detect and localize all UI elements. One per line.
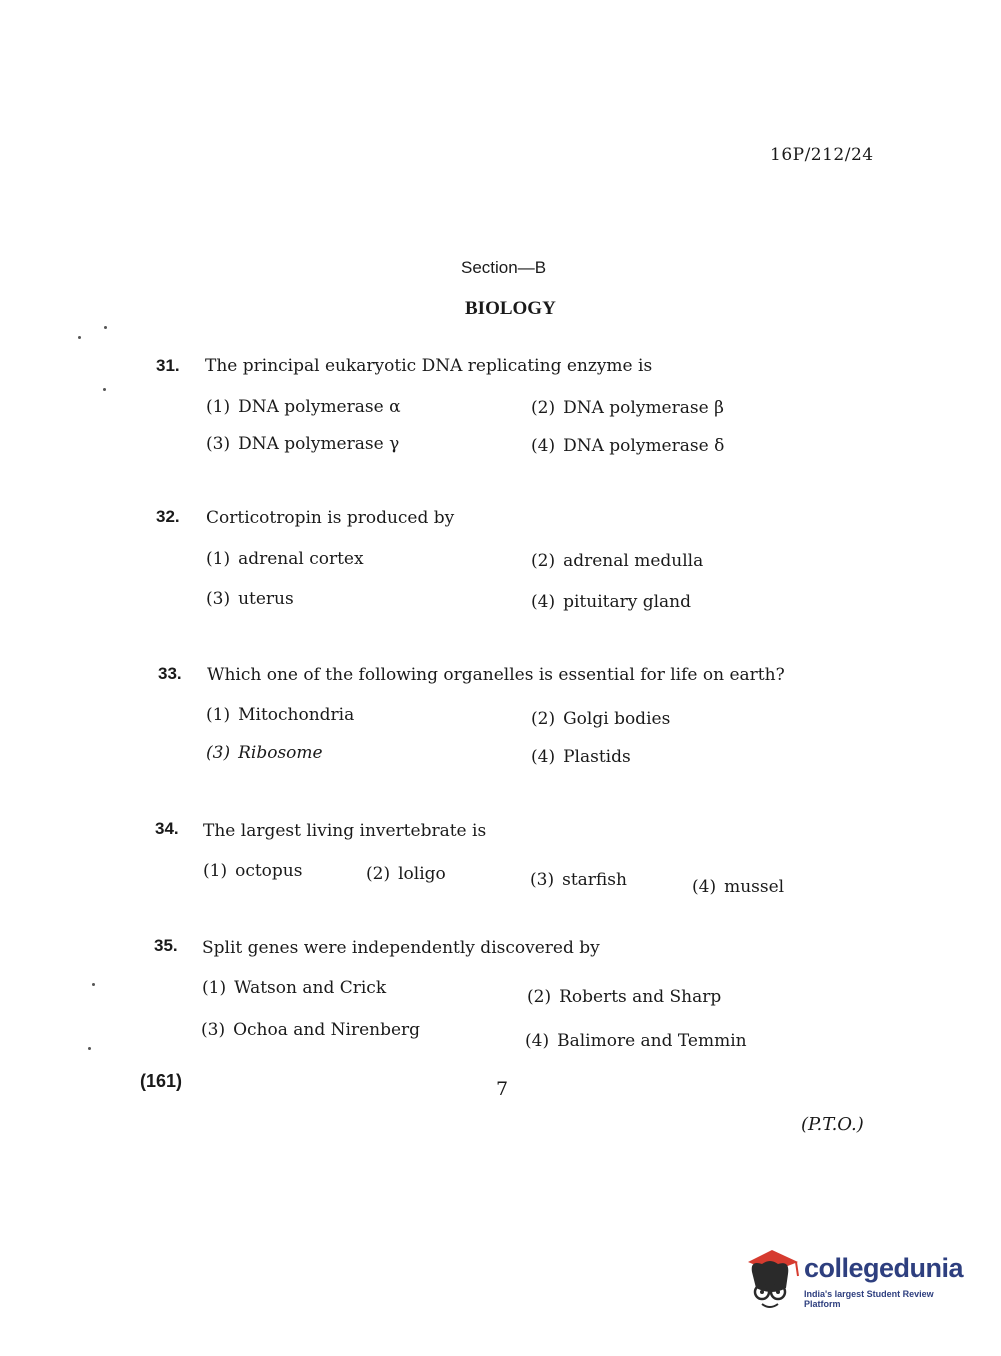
option-1: (1) octopus bbox=[203, 861, 303, 881]
option-3: (3) DNA polymerase γ bbox=[206, 434, 400, 454]
option-3: (3) uterus bbox=[206, 589, 294, 609]
option-3: (3) starfish bbox=[530, 870, 627, 890]
question-number: 32. bbox=[156, 507, 180, 526]
option-4: (4) mussel bbox=[692, 877, 785, 897]
option-4: (4) pituitary gland bbox=[531, 592, 692, 612]
mascot-icon bbox=[742, 1248, 802, 1312]
scan-speck bbox=[78, 336, 81, 339]
option-4: (4) DNA polymerase δ bbox=[531, 436, 725, 456]
section-title: Section—B bbox=[461, 258, 547, 277]
collegedunia-logo bbox=[742, 1248, 972, 1312]
scan-speck bbox=[88, 1047, 91, 1050]
option-1: (1) Mitochondria bbox=[206, 705, 355, 725]
option-3: (3) Ochoa and Nirenberg bbox=[201, 1020, 421, 1040]
option-4: (4) Plastids bbox=[531, 747, 631, 767]
subject-title: BIOLOGY bbox=[465, 298, 556, 319]
question-number: 34. bbox=[155, 819, 179, 838]
question-number: 35. bbox=[154, 936, 178, 955]
set-code: (161) bbox=[140, 1071, 183, 1091]
pto-label: (P.T.O.) bbox=[801, 1114, 864, 1135]
option-3: (3) Ribosome bbox=[206, 743, 323, 763]
option-4: (4) Balimore and Temmin bbox=[525, 1031, 747, 1051]
option-1: (1) DNA polymerase α bbox=[206, 397, 401, 417]
question-text: Corticotropin is produced by bbox=[206, 508, 455, 528]
question-number: 31. bbox=[156, 356, 180, 375]
option-1: (1) adrenal cortex bbox=[206, 549, 364, 569]
question-text: Which one of the following organelles is essential for life on earth? bbox=[207, 665, 785, 685]
scan-speck bbox=[92, 983, 95, 986]
option-2: (2) Golgi bodies bbox=[531, 709, 671, 729]
question-text: The largest living invertebrate is bbox=[203, 821, 487, 841]
logo-tagline: India's largest Student Review Platform bbox=[804, 1289, 934, 1309]
question-number: 33. bbox=[158, 664, 182, 683]
scan-speck bbox=[104, 326, 107, 329]
question-text: Split genes were independently discovered by bbox=[202, 938, 600, 958]
option-2: (2) DNA polymerase β bbox=[531, 398, 724, 418]
scan-speck bbox=[103, 388, 106, 391]
paper-code: 16P/212/24 bbox=[770, 145, 874, 165]
question-text: The principal eukaryotic DNA replicating enzyme is bbox=[205, 356, 653, 376]
option-2: (2) Roberts and Sharp bbox=[527, 987, 722, 1007]
logo-wordmark: collegedunia bbox=[804, 1253, 964, 1283]
option-1: (1) Watson and Crick bbox=[202, 978, 387, 998]
option-2: (2) loligo bbox=[366, 864, 446, 884]
option-2: (2) adrenal medulla bbox=[531, 551, 704, 571]
page-number: 7 bbox=[496, 1078, 509, 1100]
